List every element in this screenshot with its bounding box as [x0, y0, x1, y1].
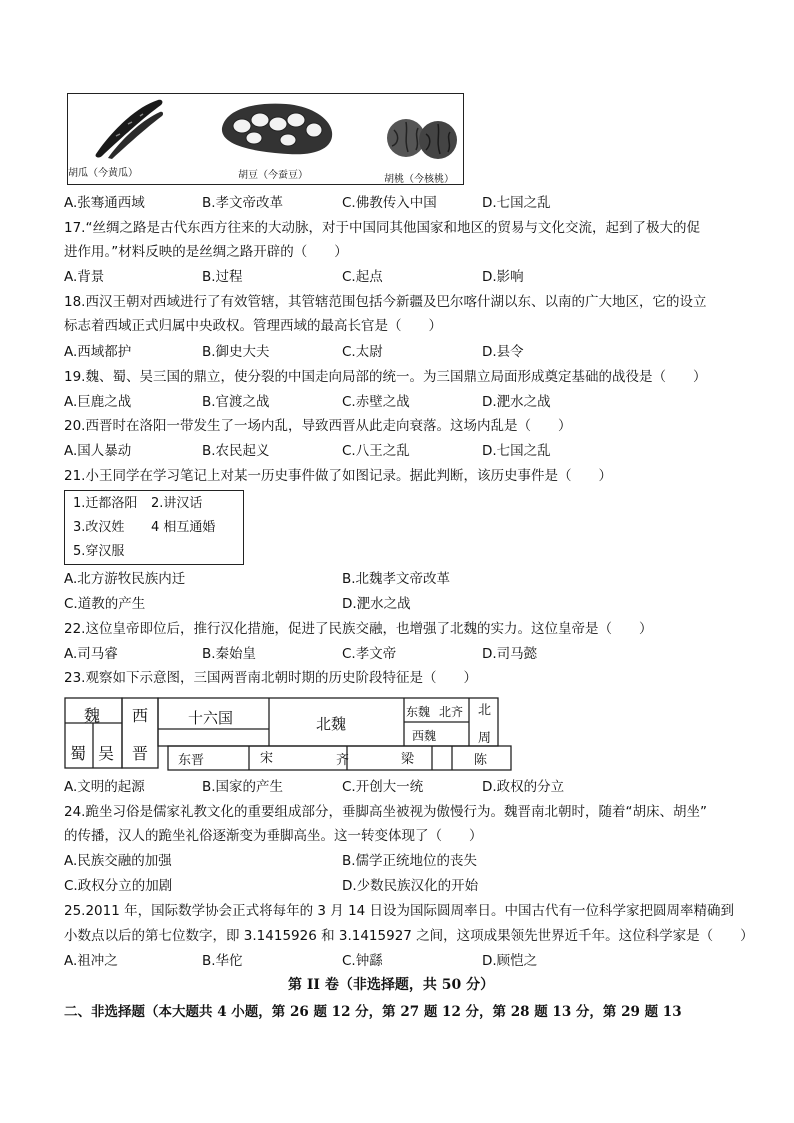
note-item: 1.迁都洛阳 — [73, 496, 138, 511]
q17-stem-line1: 17.“丝绸之路是古代东西方往来的大动脉，对于中国同其他国家和地区的贸易与文化交流，起到了极大的促 — [64, 220, 700, 236]
q21-option-d[interactable]: D.淝水之战 — [342, 596, 411, 612]
q21-stem-line1: 21.小王同学在学习笔记上对某一历史事件做了如图记录。据此判断，该历史事件是（ ） — [64, 468, 612, 484]
timeline-eastern-jin: 东晋 — [178, 753, 205, 768]
q22-stem-line1: 22.这位皇帝即位后，推行汉化措施，促进了民族交融，也增强了北魏的实力。这位皇帝是（ ） — [64, 621, 653, 637]
q18-stem-line2: 标志着西域正式归属中央政权。管理西域的最高长官是（ ） — [64, 318, 442, 334]
q16-option-d[interactable]: D.七国之乱 — [482, 195, 551, 211]
timeline-northern-wei: 北魏 — [316, 715, 347, 733]
dynasty-timeline-diagram — [64, 697, 512, 772]
q20-option-c[interactable]: C.八王之乱 — [342, 443, 410, 459]
q24-option-b[interactable]: B.儒学正统地位的丧失 — [342, 853, 478, 869]
q22-option-d[interactable]: D.司马懿 — [482, 646, 538, 662]
note-item: 3.改汉姓 — [73, 520, 125, 535]
q18-stem-line1: 18.西汉王朝对西域进行了有效管辖，其管辖范围包括今新疆及巴尔喀什湖以东、以南的广大地区，它的设立 — [64, 294, 707, 310]
timeline-northern-qi: 北齐 — [439, 705, 464, 719]
timeline-wu: 吴 — [98, 744, 115, 763]
q23-option-d[interactable]: D.政权的分立 — [482, 779, 565, 795]
q24-stem-line1: 24.跪坐习俗是儒家礼教文化的重要组成部分，垂脚高坐被视为傲慢行为。魏晋南北朝时，随着“胡床、胡坐” — [64, 804, 707, 820]
q25-option-a[interactable]: A.祖冲之 — [64, 953, 118, 969]
q21-option-b[interactable]: B.北魏孝文帝改革 — [342, 571, 451, 587]
q18-option-d[interactable]: D.县令 — [482, 344, 524, 360]
q25-option-b[interactable]: B.华佗 — [202, 953, 243, 969]
q19-option-d[interactable]: D.淝水之战 — [482, 394, 551, 410]
timeline-sixteen-kingdoms: 十六国 — [188, 709, 234, 727]
timeline-chen: 陈 — [474, 753, 488, 768]
q24-option-c[interactable]: C.政权分立的加剧 — [64, 878, 173, 894]
q25-stem-line1: 25.2011 年，国际数学协会正式将每年的 3 月 14 日设为国际圆周率日。中国古代有一位科学家把圆周率精确到 — [64, 903, 735, 919]
q24-stem-line2: 的传播，汉人的跪坐礼俗逐渐变为垂脚高坐。这一转变体现了（ ） — [64, 828, 483, 844]
q23-option-b[interactable]: B.国家的产生 — [202, 779, 284, 795]
q16-option-c[interactable]: C.佛教传入中国 — [342, 195, 437, 211]
section2-heading: 二、非选择题（本大题共 4 小题，第 26 题 12 分，第 27 题 12 分，第 28 题 13 分，第 29 题 13 — [64, 1004, 682, 1020]
q17-option-d[interactable]: D.影响 — [482, 269, 524, 285]
q19-option-c[interactable]: C.赤壁之战 — [342, 394, 410, 410]
q22-option-b[interactable]: B.秦始皇 — [202, 646, 257, 662]
q25-option-c[interactable]: C.钟繇 — [342, 953, 383, 969]
walnut-illustration — [384, 110, 460, 166]
q16-option-a[interactable]: A.张骞通西域 — [64, 195, 145, 211]
q18-option-a[interactable]: A.西域都护 — [64, 344, 132, 360]
q18-option-b[interactable]: B.御史大夫 — [202, 344, 270, 360]
q16-option-b[interactable]: B.孝文帝改革 — [202, 195, 284, 211]
q25-option-d[interactable]: D.顾恺之 — [482, 953, 538, 969]
q23-stem-line1: 23.观察如下示意图，三国两晋南北朝时期的历史阶段特征是（ ） — [64, 670, 477, 686]
q17-option-c[interactable]: C.起点 — [342, 269, 383, 285]
q21-option-a[interactable]: A.北方游牧民族内迁 — [64, 571, 186, 587]
caption-broad-bean: 胡豆（今蚕豆） — [238, 170, 308, 181]
timeline-song: 宋 — [260, 751, 274, 766]
cucumber-illustration — [88, 96, 168, 160]
q17-option-b[interactable]: B.过程 — [202, 269, 243, 285]
timeline-wei: 魏 — [84, 706, 101, 725]
q24-option-d[interactable]: D.少数民族汉化的开始 — [342, 878, 479, 894]
q17-option-a[interactable]: A.背景 — [64, 269, 105, 285]
q19-option-a[interactable]: A.巨鹿之战 — [64, 394, 132, 410]
q18-option-c[interactable]: C.太尉 — [342, 344, 383, 360]
timeline-liang: 梁 — [401, 752, 415, 767]
q23-option-c[interactable]: C.开创大一统 — [342, 779, 424, 795]
q19-option-b[interactable]: B.官渡之战 — [202, 394, 270, 410]
timeline-bei: 北 — [478, 703, 492, 718]
q17-stem-line2: 进作用。”材料反映的是丝绸之路开辟的（ ） — [64, 244, 348, 260]
timeline-qi: 齐 — [336, 753, 350, 768]
timeline-xi: 西 — [132, 706, 149, 725]
produce-image-strip — [67, 93, 464, 185]
timeline-western-wei: 西魏 — [412, 729, 437, 743]
caption-cucumber: 胡瓜（今黄瓜） — [68, 168, 138, 179]
note-item: 5.穿汉服 — [73, 544, 125, 559]
caption-walnut: 胡桃（今核桃） — [384, 174, 454, 185]
q20-option-b[interactable]: B.农民起义 — [202, 443, 270, 459]
timeline-zhou: 周 — [478, 731, 492, 746]
q23-option-a[interactable]: A.文明的起源 — [64, 779, 145, 795]
timeline-shu: 蜀 — [70, 744, 87, 763]
q24-option-a[interactable]: A.民族交融的加强 — [64, 853, 172, 869]
note-item: 4 相互通婚 — [151, 520, 216, 535]
part2-title: 第 II 卷（非选择题，共 50 分） — [288, 977, 495, 993]
study-notes-box — [64, 490, 244, 565]
timeline-jin: 晋 — [132, 744, 149, 763]
q20-stem-line1: 20.西晋时在洛阳一带发生了一场内乱，导致西晋从此走向衰落。这场内乱是（ ） — [64, 418, 572, 434]
q22-option-a[interactable]: A.司马睿 — [64, 646, 118, 662]
note-item: 2.讲汉话 — [151, 496, 203, 511]
q19-stem-line1: 19.魏、蜀、吴三国的鼎立，使分裂的中国走向局部的统一。为三国鼎立局面形成奠定基础的战役是（ ） — [64, 369, 707, 385]
timeline-eastern-wei: 东魏 — [406, 705, 431, 719]
q20-option-a[interactable]: A.国人暴动 — [64, 443, 132, 459]
q21-option-c[interactable]: C.道教的产生 — [64, 596, 146, 612]
q22-option-c[interactable]: C.孝文帝 — [342, 646, 397, 662]
q25-stem-line2: 小数点以后的第七位数字，即 3.1415926 和 3.1415927 之间，这项成果领先世界近千年。这位科学家是（ ） — [64, 928, 754, 944]
broad-bean-illustration — [216, 100, 336, 158]
q20-option-d[interactable]: D.七国之乱 — [482, 443, 551, 459]
